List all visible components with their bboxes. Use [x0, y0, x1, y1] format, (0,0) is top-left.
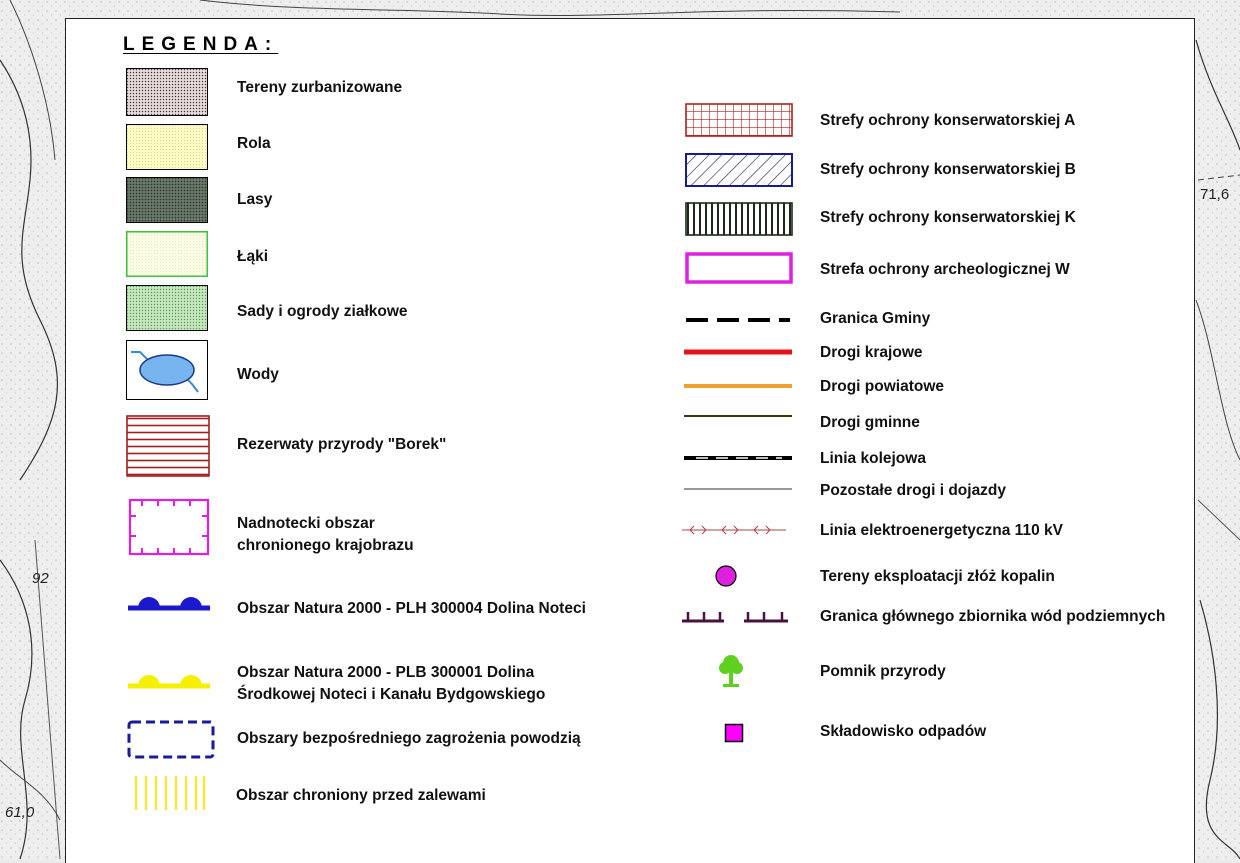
- tree-icon: [718, 653, 744, 689]
- legend-label-forest: Lasy: [237, 191, 273, 208]
- mineral-extraction-dot: [714, 564, 738, 588]
- nature-reserve-swatch: [126, 415, 210, 477]
- urbanized-area-swatch: [126, 68, 208, 116]
- water-swatch: [126, 340, 208, 400]
- meadow-swatch: [126, 231, 208, 277]
- legend-label-flood-protected: Obszar chroniony przed zalewami: [236, 787, 486, 804]
- legend-label-archaeological-w: Strefa ochrony archeologicznej W: [820, 261, 1070, 278]
- landscape-protection-swatch: [126, 496, 212, 558]
- legend-label-commune-road: Drogi gminne: [820, 414, 920, 431]
- conservation-b-swatch: [685, 153, 793, 187]
- district-road-line: [682, 381, 794, 391]
- conservation-a-swatch: [685, 103, 793, 137]
- commune-road-line: [682, 412, 794, 420]
- aquifer-boundary-line: [680, 608, 790, 626]
- flood-protected-symbol: [132, 774, 208, 812]
- arable-land-swatch: [126, 124, 208, 170]
- map-elevation-label: 71,6: [1200, 186, 1230, 203]
- flood-zone-symbol: [126, 719, 216, 761]
- legend-label-natura-plh: Obszar Natura 2000 - PLH 300004 Dolina Noteci: [237, 600, 586, 617]
- legend-label-natura-plb-line2: Środkowej Noteci i Kanału Bydgowskiego: [237, 686, 546, 703]
- legend-label-arable: Rola: [237, 135, 271, 152]
- legend-label-district-road: Drogi powiatowe: [820, 378, 944, 395]
- legend-label-flood-zone: Obszary bezpośredniego zagrożenia powodzią: [237, 730, 581, 747]
- power-line: [680, 523, 790, 537]
- archaeological-w-swatch: [685, 252, 793, 284]
- legend-panel: [65, 18, 1195, 863]
- legend-label-mineral-extraction: Tereny eksploatacji złóż kopalin: [820, 568, 1055, 585]
- national-road-line: [682, 347, 794, 357]
- legend-label-nature-monument: Pomnik przyrody: [820, 663, 946, 680]
- legend-label-urbanized: Tereny zurbanizowane: [237, 79, 403, 96]
- map-elevation-label: 92: [32, 570, 49, 587]
- legend-label-national-road: Drogi krajowe: [820, 344, 923, 361]
- legend-label-aquifer-boundary: Granica głównego zbiornika wód podziemnych: [820, 608, 1166, 625]
- legend-label-landfill: Składowisko odpadów: [820, 723, 987, 740]
- legend-label-railway: Linia kolejowa: [820, 450, 926, 467]
- landfill-square-icon: [724, 723, 744, 743]
- natura-plh-symbol: [126, 589, 212, 613]
- legend-label-orchard: Sady i ogrody ziałkowe: [237, 303, 408, 320]
- legend-label-power-line: Linia elektroenergetyczna 110 kV: [820, 522, 1063, 539]
- railway-line: [682, 453, 794, 463]
- conservation-k-swatch: [685, 202, 793, 236]
- map-elevation-label: 61,0: [5, 804, 35, 821]
- other-road-line: [682, 486, 794, 492]
- commune-border-line: [684, 315, 792, 325]
- legend-label-landscape-line2: chronionego krajobrazu: [237, 537, 414, 554]
- forest-swatch: [126, 177, 208, 223]
- legend-label-meadow: Łąki: [237, 248, 269, 265]
- natura-plb-symbol: [126, 667, 212, 691]
- legend-label-conservation-b: Strefy ochrony konserwatorskiej B: [820, 161, 1076, 178]
- legend-label-conservation-a: Strefy ochrony konserwatorskiej A: [820, 112, 1076, 129]
- legend-title: LEGENDA:: [123, 34, 279, 55]
- orchard-swatch: [126, 285, 208, 331]
- legend-label-natura-plb-line1: Obszar Natura 2000 - PLB 300001 Dolina: [237, 664, 535, 681]
- legend-label-landscape-line1: Nadnotecki obszar: [237, 515, 375, 532]
- legend-label-conservation-k: Strefy ochrony konserwatorskiej K: [820, 209, 1076, 226]
- legend-label-other-roads: Pozostałe drogi i dojazdy: [820, 482, 1007, 499]
- legend-label-reserve: Rezerwaty przyrody "Borek": [237, 436, 447, 453]
- legend-label-water: Wody: [237, 366, 279, 383]
- legend-label-commune-border: Granica Gminy: [820, 310, 931, 327]
